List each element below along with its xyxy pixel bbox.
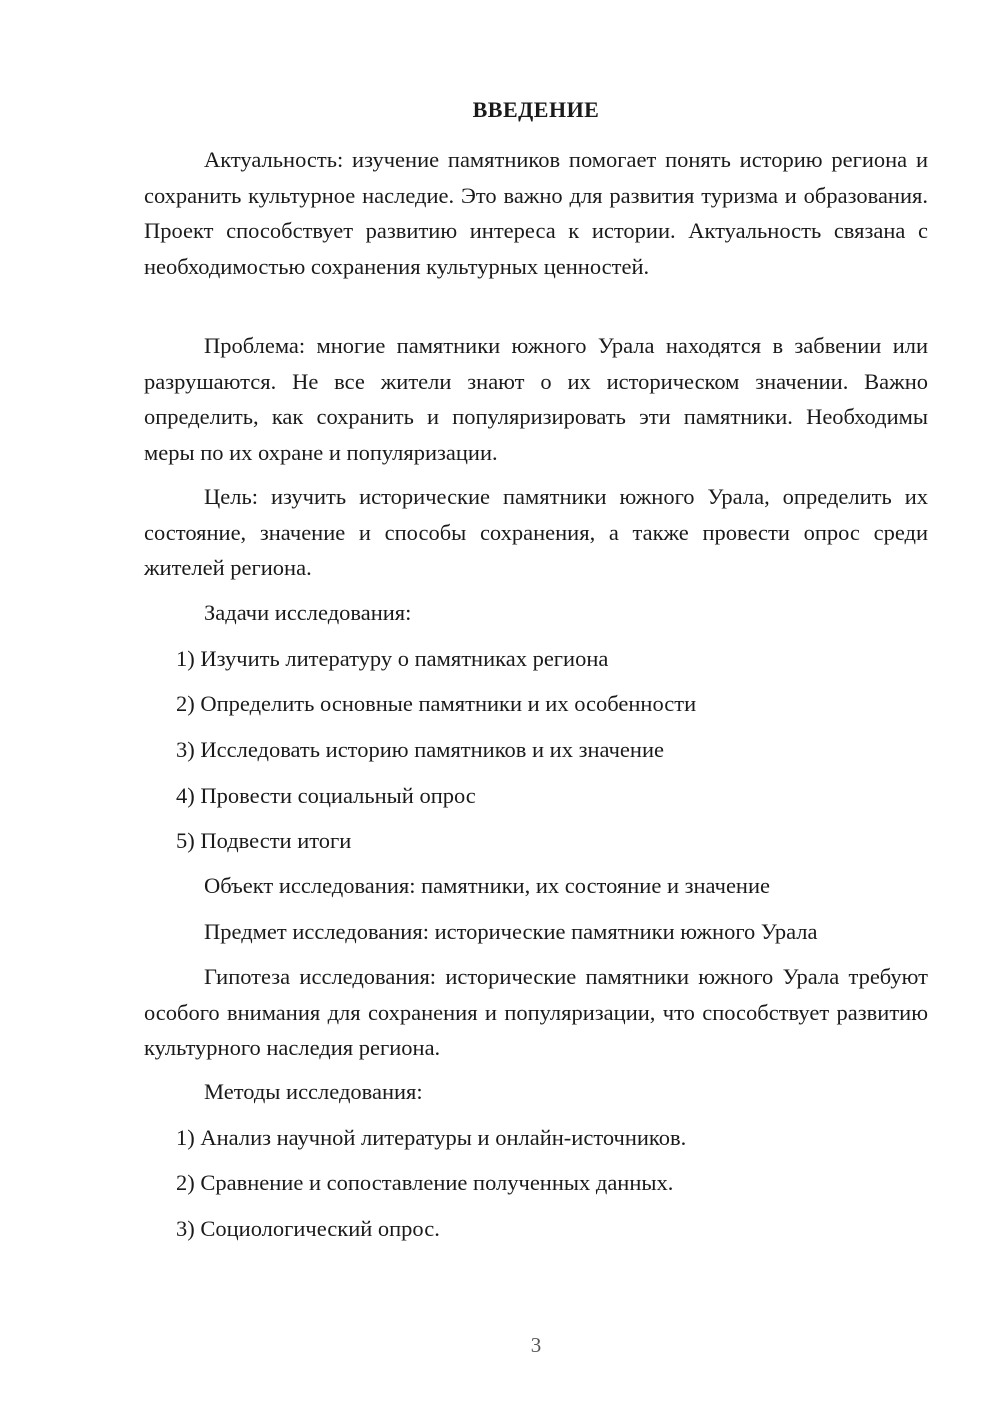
research-subject: Предмет исследования: исторические памятники южного Урала [204,919,818,944]
paragraph-problem: Проблема: многие памятники южного Урала находятся в забвении или разрушаются. Не все жители знают о их историческом значении. Важно определить, как сохранить и популяризировать эти памятники. Необходимы меры по их охране и популяризации. [144,333,928,465]
paragraph-goal: Цель: изучить исторические памятники южного Урала, определить их состояние, значение и способы сохранения, а также провести опрос среди жителей региона. [144,484,928,580]
task-item: 5) Подвести итоги [176,828,352,853]
task-item: 1) Изучить литературу о памятниках региона [176,646,609,671]
task-item: 3) Исследовать историю памятников и их значение [176,737,664,762]
methods-heading: Методы исследования: [204,1079,423,1104]
research-object: Объект исследования: памятники, их состояние и значение [204,873,771,898]
task-item: 2) Определить основные памятники и их особенности [176,691,697,716]
page-number: 3 [530,1333,542,1357]
tasks-heading: Задачи исследования: [204,600,412,625]
method-item: 1) Анализ научной литературы и онлайн-источников. [176,1125,687,1150]
paragraph-relevance: Актуальность: изучение памятников помогает понять историю региона и сохранить культурное наследие. Это важно для развития туризма и образования. Проект способствует развитию интереса к истории. Актуальность связана с необходимостью сохранения культурных ценностей. [144,147,928,279]
method-item: 2) Сравнение и сопоставление полученных данных. [176,1170,674,1195]
task-item: 4) Провести социальный опрос [176,783,476,808]
paragraph-hypothesis: Гипотеза исследования: исторические памятники южного Урала требуют особого внимания для сохранения и популяризации, что способствует развитию культурного наследия региона. [144,964,928,1060]
section-heading: ВВЕДЕНИЕ [472,97,600,122]
method-item: 3) Социологический опрос. [176,1216,440,1241]
